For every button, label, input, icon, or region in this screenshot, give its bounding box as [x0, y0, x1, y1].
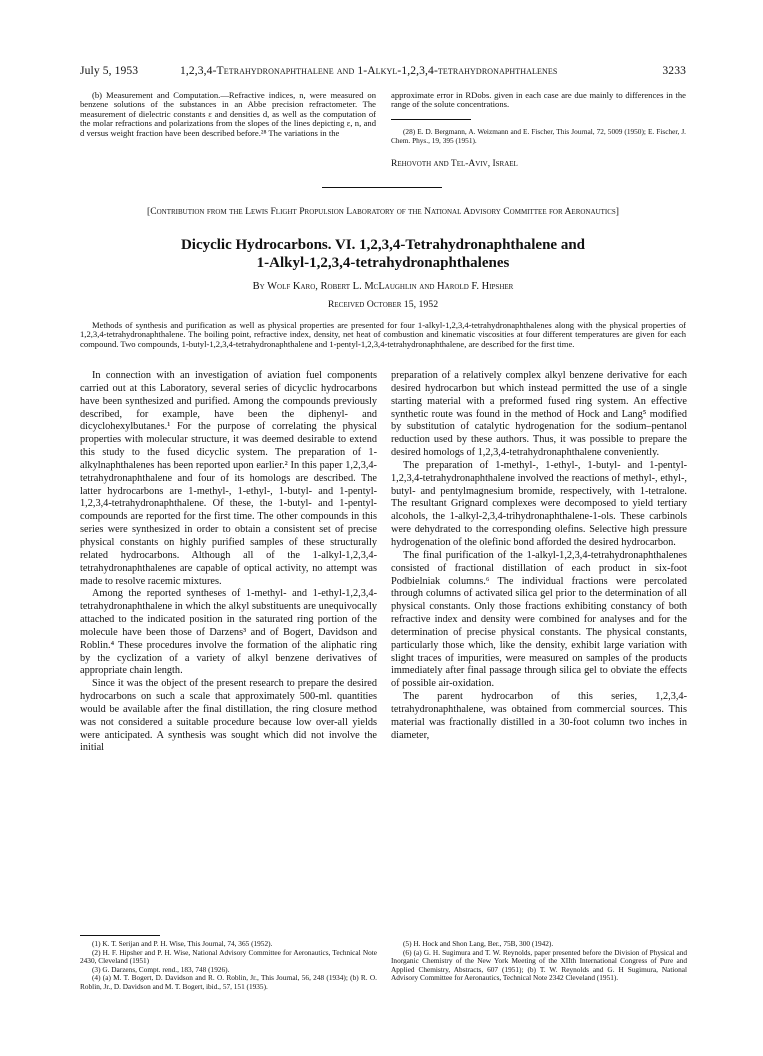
footnote-divider [391, 119, 471, 120]
page-number: 3233 [662, 64, 686, 77]
running-head-title: 1,2,3,4-Tetrahydronaphthalene and 1-Alkyl-1,2,3,4-tetrahydronaphthalenes [180, 64, 558, 77]
prev-article-right-column [391, 91, 686, 110]
footnote: (2) H. F. Hipsher and P. H. Wise, National Advisory Committee for Aeronautics, Technical Note 2430, Cleveland (1951) [80, 947, 377, 965]
body-paragraph: The final purification of the 1-alkyl-1,2,3,4-tetrahydronaphthalenes consisted of fractional distillation of each product in six-foot Podbielniak columns.⁶ The individual fractions were percolated through columns of activated silica gel prior to the determination of all physical constants. Only those fractions exhibiting constancy of both refractive index and density were combined for analyses and for the determination of precise physical constants. The physical constants, particularly those which, like the density, exhibit large variation with slight traces of impurities, were measured on samples of the products immediately after final passage through silica gel to obviate the effects of possible air-oxidation. [391, 549, 687, 690]
running-head [80, 64, 686, 80]
article-separator [322, 187, 442, 188]
body-paragraph: preparation of a relatively complex alkyl benzene derivative for each desired hydrocarbon but which instead permitted the use of a single starting material with a preformed fused ring system. An effective synthetic route was found in the method of Hock and Lang⁵ modified by substitution of catalytic hydrogenation for the sodium–pentanol reduction used by these authors. Thus, it was possible to prepare the desired homologs of 1,2,3,4-tetrahydronaphthalene conveniently. [391, 370, 687, 459]
body-paragraph: In connection with an investigation of aviation fuel components carried out at this Laboratory, several series of dicyclic hydrocarbons have been synthesized and purified. Among the compounds previously described, for example, have been the diphenyl- and dicyclohexylbutanes.¹ For the purpose of correlating the physical properties with molecular structure, it was deemed desirable to extend this study to the fused dicyclic system. The preparation of 1-alkylnaphthalenes has been reported upon earlier.² In this paper 1,2,3,4-tetrahydronaphthalene and four of its homologs are described. The latter hydrocarbons are 1-methyl-, 1-ethyl-, 1-butyl- and 1-pentyl-1,2,3,4-tetrahydronaphthalene. Of these, the 1-butyl- and 1-pentyl- compounds are reported for the first time. The other compounds in this series were synthesized in order to obtain a consistent set of precise physical constants on highly purified samples of these structurally related hydrocarbons. Although all of the 1-alkyl-1,2,3,4-tetrahydronaphthalenes are capable of optical activity, no attempt was made to resolve racemic mixtures. [80, 370, 377, 587]
prev-article-paragraph: (b) Measurement and Computation.—Refractive indices, n, were measured on benzene solutions of the substances in an Abbe precision refractometer. The measurement of dielectric constants ε and densities d, as well as the computation of the molar refractions and polarizations from the slopes of the lines depicting ε, n, and d versus weight fraction have been described before.²⁸ The variations in the [80, 90, 376, 138]
footnotes-right [391, 940, 687, 983]
footnote: (3) G. Darzens, Compt. rend., 183, 748 (1926). [92, 964, 230, 974]
prev-article-left-column [80, 91, 376, 138]
prev-article-footnote: (28) E. D. Bergmann, A. Weizmann and E. Fischer, This Journal, 72, 5009 (1950); E. Fischer, J. Chem. Phys., 19, 395 (1951). [391, 127, 686, 145]
contribution-line: [Contribution from the Lewis Flight Propulsion Laboratory of the National Advisory Committee for Aeronautics] [147, 206, 619, 217]
footnote: (6) (a) G. H. Sugimura and T. W. Reynolds, paper presented before the Division of Physical and Inorganic Chemistry of the New York Meeting of the XIIth International Congress of Pure and Applied Chemistry, Abstracts, 607 (1951); (b) T. W. Reynolds and G. H Sugimura, National Advisory Committee for Aeronautics, Technical Note 2342 Cleveland (1951). [391, 947, 687, 982]
body-right-column [391, 370, 687, 742]
footnote: (4) (a) M. T. Bogert, D. Davidson and R. O. Roblin, Jr., This Journal, 56, 248 (1934); (b) R. O. Roblin, Jr., D. Davidson and M. T. Bogert, ibid., 57, 151 (1935). [80, 973, 377, 991]
abstract: Methods of synthesis and purification as well as physical properties are presented for four 1-alkyl-1,2,3,4-tetrahydronaphthalenes along with the physical properties of 1,2,3,4-tetrahydronaphthalene. The boiling point, refractive index, density, net heat of combustion and kinematic viscosities at four different temperatures are given for each compound. Two compounds, 1-butyl-1,2,3,4-tetrahydronaphthalene and 1-pentyl-1,2,3,4-tetrahydronaphthalene, are described for the first time. [80, 320, 686, 349]
body-paragraph: The preparation of 1-methyl-, 1-ethyl-, 1-butyl- and 1-pentyl-1,2,3,4-tetrahydronaphthalene involved the reactions of methyl-, ethyl-, butyl- and pentylmagnesium bromide, respectively, with 1-tetralone. The resultant Grignard complexes were decomposed to yield tertiary alcohols, the 1-alkyl-2,3,4-trihydronaphthalene-1-ols. These carbinols were dehydrated to the corresponding olefins. Selective high pressure hydrogenation of the olefinic bond afforded the desired hydrocarbon. [391, 459, 687, 548]
running-head-date: July 5, 1953 [80, 64, 139, 77]
article-title-line-2: 1-Alkyl-1,2,3,4-tetrahydronaphthalenes [256, 255, 510, 271]
article-title-line-1: Dicyclic Hydrocarbons. VI. 1,2,3,4-Tetrahydronaphthalene and [180, 237, 586, 253]
prev-article-location: Rehovoth and Tel-Aviv, Israel [391, 159, 518, 169]
body-paragraph: Since it was the object of the present research to prepare the desired hydrocarbons on such a scale that approximately 500-ml. quantities would be available after the final distillation, the ring closure method was not considered a suitable procedure because low over-all yields were anticipated. A synthesis was sought which did not involve the initial [80, 678, 377, 754]
footnote: (5) H. Hock and Shon Lang, Ber., 75B, 300 (1942). [403, 939, 554, 948]
body-paragraph: The parent hydrocarbon of this series, 1,2,3,4-tetrahydronaphthalene, was obtained from commercial sources. This material was fractionally distilled in a 30-foot column two inches in diameter, [391, 691, 687, 741]
received-date: Received October 15, 1952 [327, 299, 439, 310]
footnotes-left [80, 940, 377, 991]
body-left-column [80, 370, 377, 755]
authors: By Wolf Karo, Robert L. McLaughlin and Harold F. Hipsher [252, 281, 514, 292]
footnote: (1) K. T. Serijan and P. H. Wise, This Journal, 74, 365 (1952). [92, 939, 273, 948]
prev-article-paragraph: approximate error in RDobs. given in each case are due mainly to differences in the range of the solute concentrations. [391, 90, 686, 110]
body-paragraph: Among the reported syntheses of 1-methyl- and 1-ethyl-1,2,3,4-tetrahydronaphthalene in which the alkyl substituents are unequivocally attached to the indicated position in the saturated ring portion of the molecule have been those of Darzens³ and of Bogert, Davidson and Roblin.⁴ These procedures involve the formation of the aliphatic ring by the cyclization of a variety of alkyl benzene derivatives of appropriate chain length. [80, 588, 377, 677]
footnote-divider [80, 935, 160, 936]
